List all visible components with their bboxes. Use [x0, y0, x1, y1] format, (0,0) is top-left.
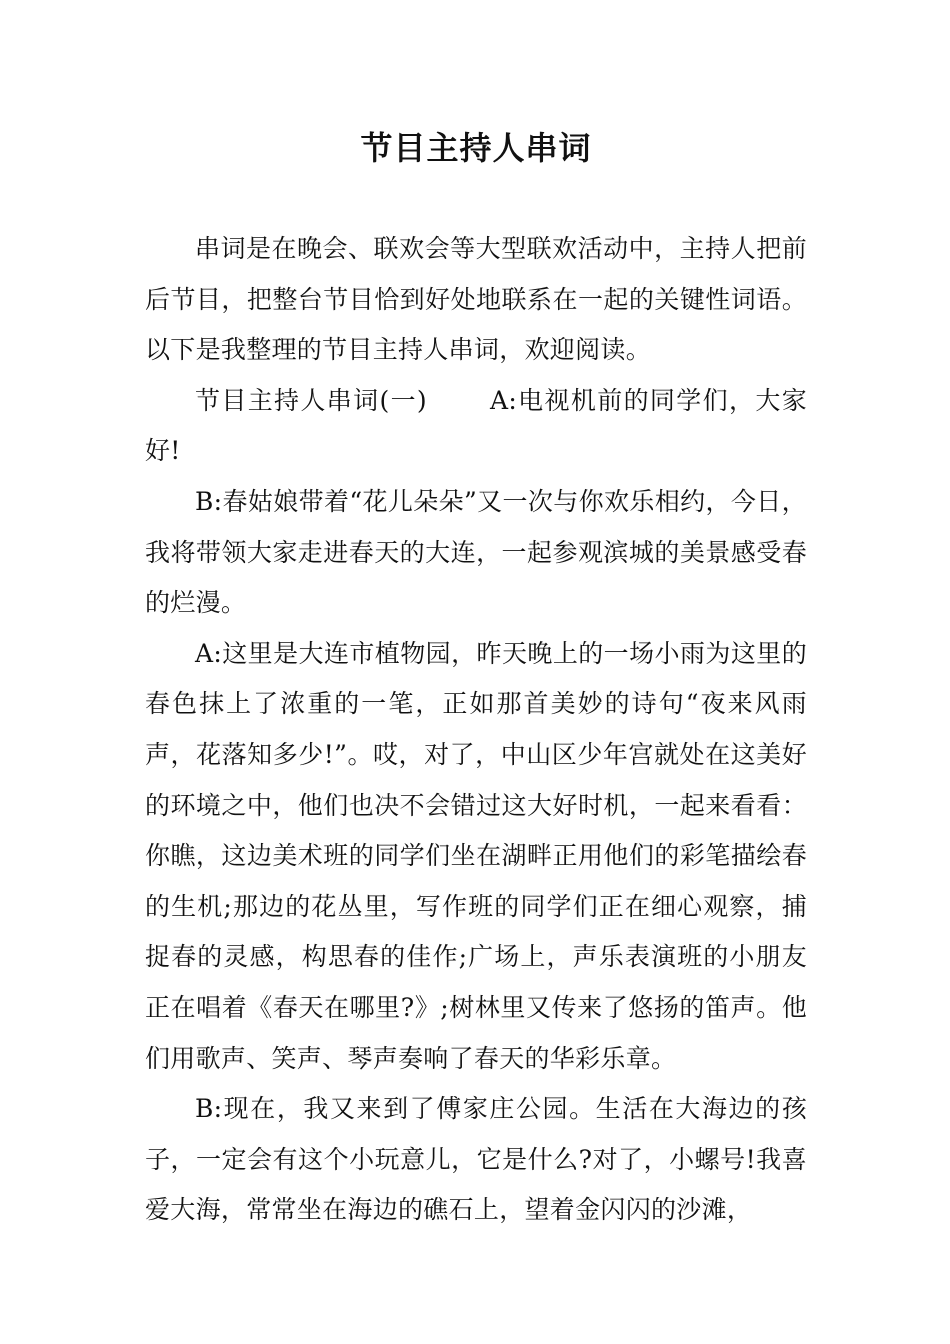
document-body	[145, 224, 807, 1236]
dialogue-paragraph-a-1: A:这里是大连市植物园，昨天晚上的一场小雨为这里的春色抹上了浓重的一笔，正如那首美妙的诗句“夜来风雨声，花落知多少!”。哎，对了，中山区少年宫就处在这美好的环境之中，他们也决不会错过这大好时机，一起来看看：你瞧，这边美术班的同学们坐在湖畔正用他们的彩笔描绘春的生机;那边的花丛里，写作班的同学们正在细心观察，捕捉春的灵感，构思春的佳作;广场上，声乐表演班的小朋友正在唱着《春天在哪里?》;树林里又传来了悠扬的笛声。他们用歌声、笑声、琴声奏响了春天的华彩乐章。	[145, 638, 807, 1073]
section-heading-paragraph: 节目主持人串词(一) A:电视机前的同学们，大家好!	[145, 385, 807, 466]
dialogue-paragraph-b-2: B:现在，我又来到了傅家庄公园。生活在大海边的孩子，一定会有这个小玩意儿，它是什么?对了，小螺号!我喜爱大海，常常坐在海边的礁石上，望着金闪闪的沙滩，	[145, 1094, 807, 1225]
intro-paragraph: 串词是在晚会、联欢会等大型联欢活动中，主持人把前后节目，把整台节目恰到好处地联系在一起的关键性词语。以下是我整理的节目主持人串词，欢迎阅读。	[145, 234, 807, 365]
document-title: 节目主持人串词	[360, 129, 592, 167]
dialogue-paragraph-b-1: B:春姑娘带着“花儿朵朵”又一次与你欢乐相约，今日，我将带领大家走进春天的大连，一起参观滨城的美景感受春的烂漫。	[145, 486, 807, 618]
